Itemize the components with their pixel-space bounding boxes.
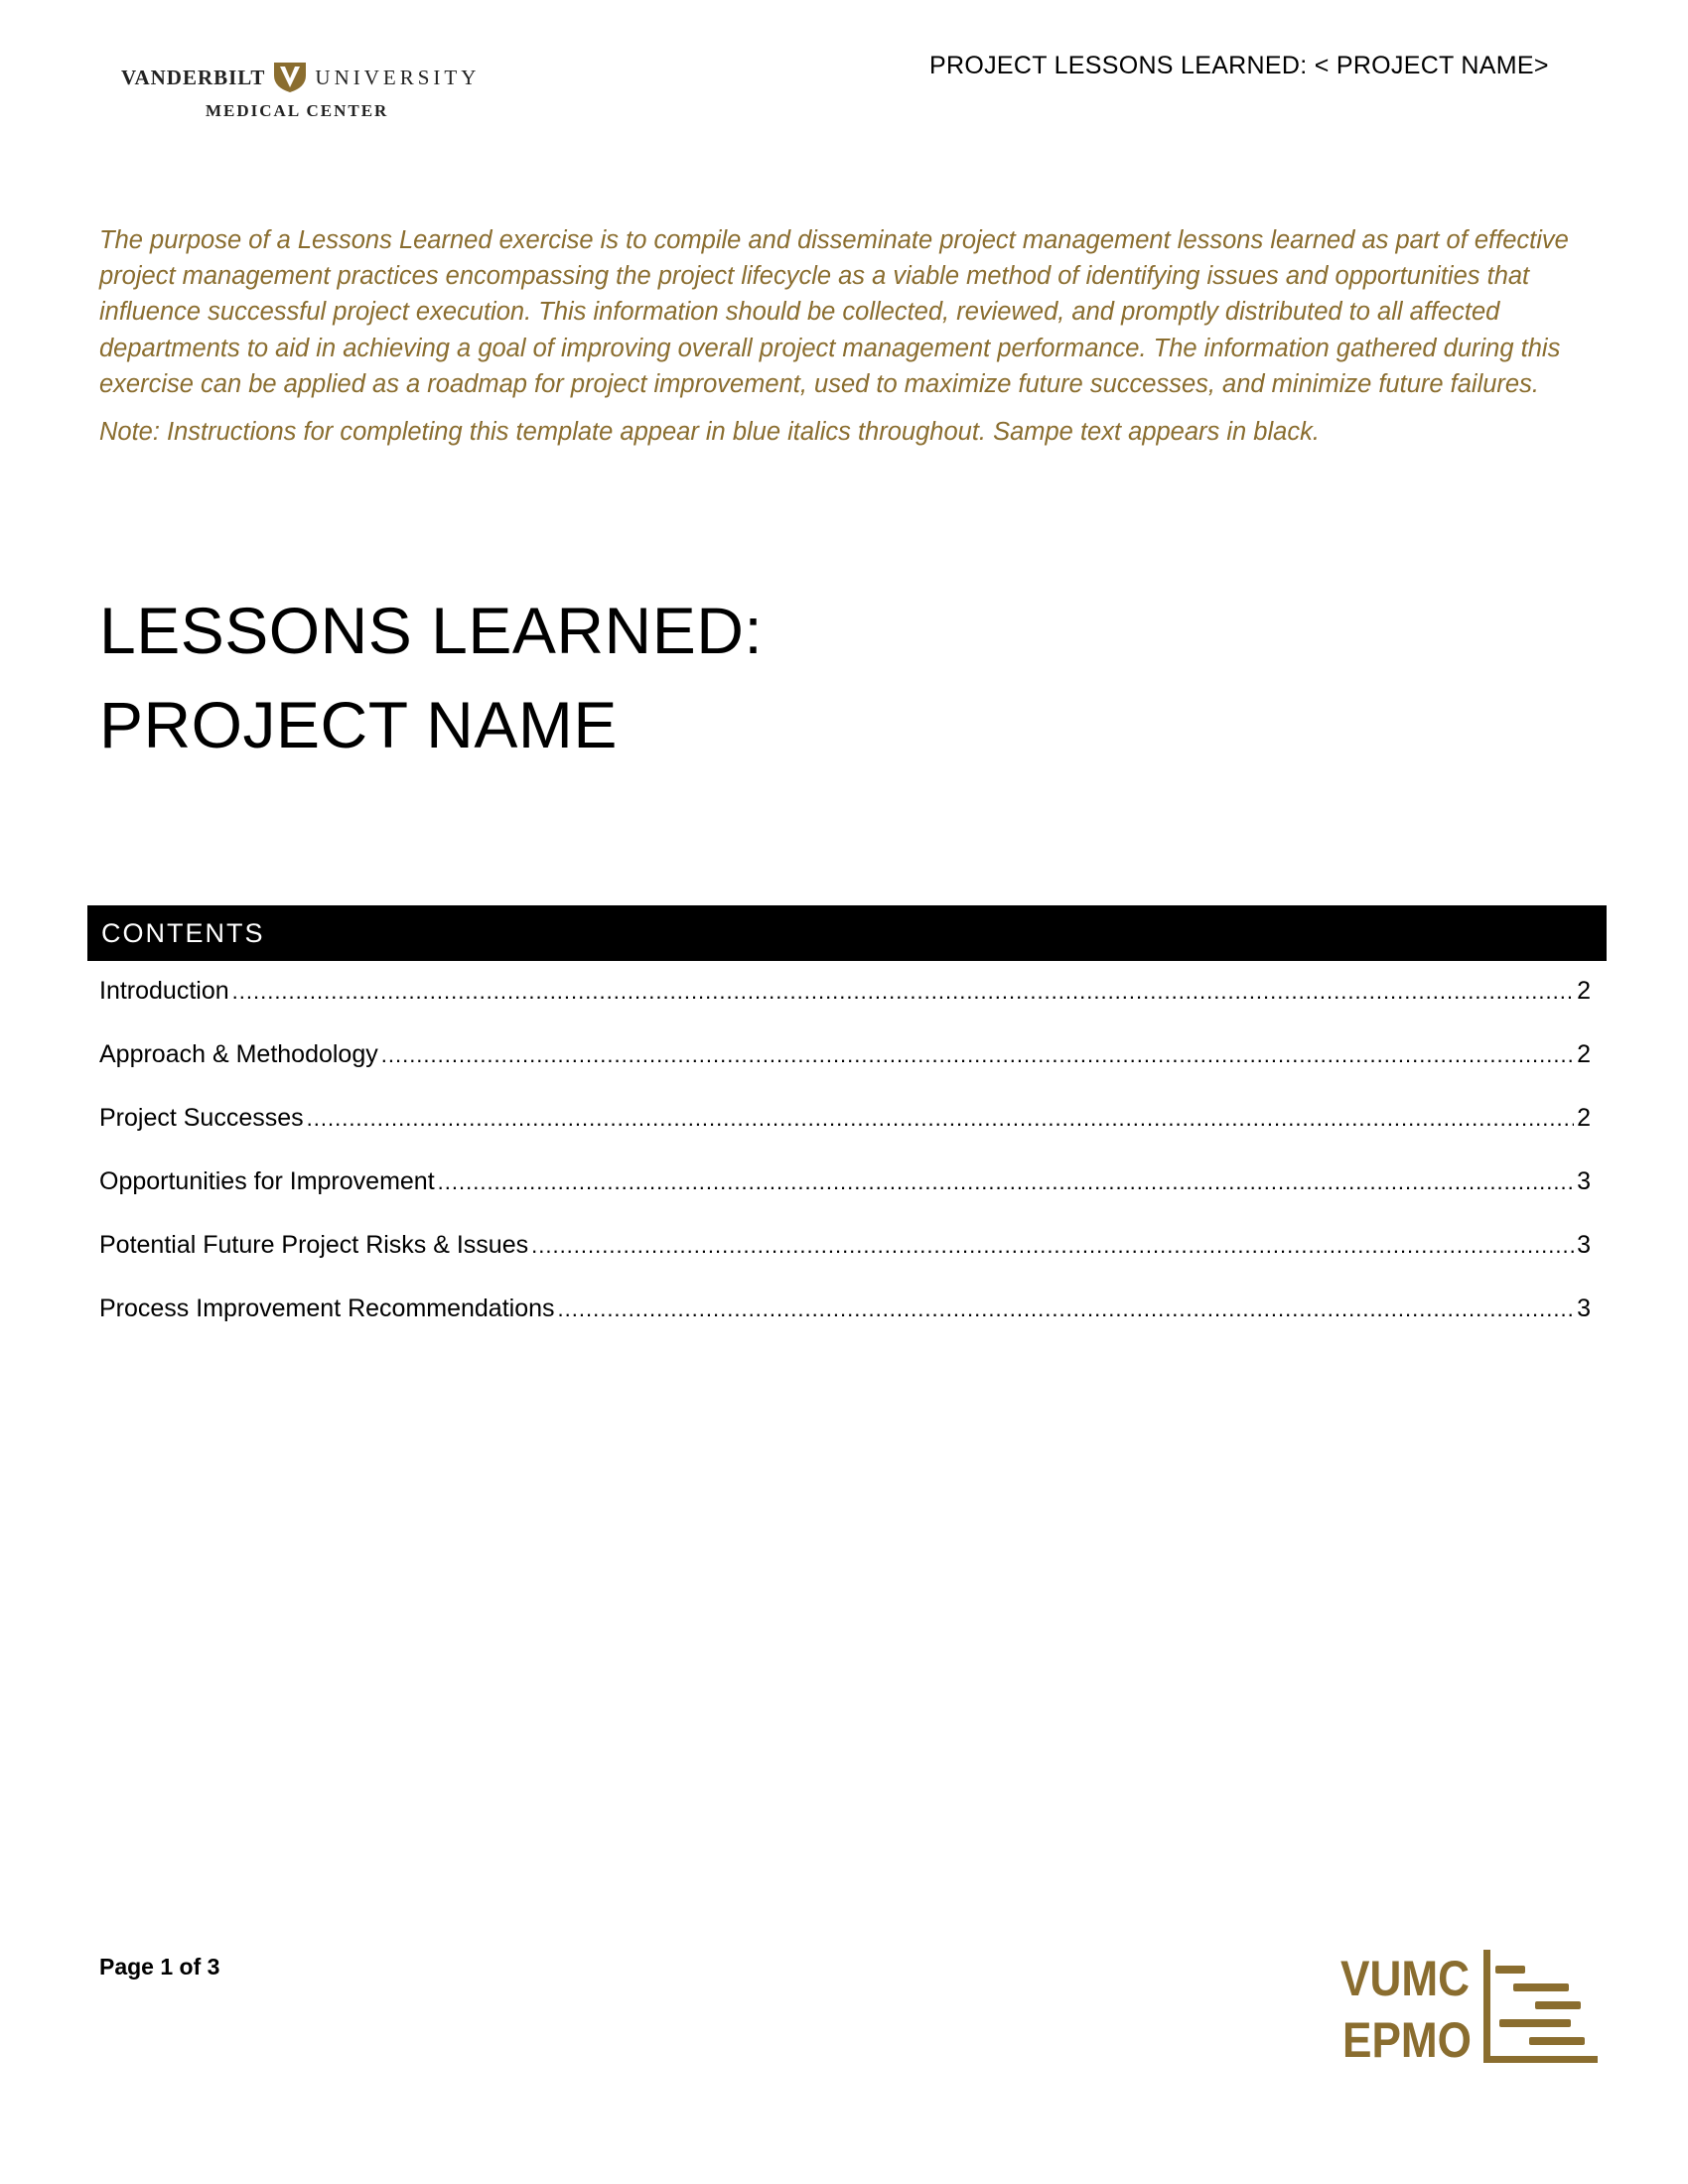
gantt-bars-icon (1483, 1950, 1598, 2063)
running-header-title: PROJECT LESSONS LEARNED: < PROJECT NAME> (929, 52, 1549, 79)
toc-entry-label[interactable]: Approach & Methodology (99, 1040, 378, 1068)
document-title-line1: LESSONS LEARNED: (99, 594, 764, 667)
toc-entry-page[interactable]: 3 (1577, 1231, 1591, 1259)
vanderbilt-logo (121, 56, 479, 125)
toc-leader-dots (232, 971, 1574, 1012)
vumc-epmo-logo (1340, 1946, 1601, 2070)
logo-line-epmo: EPMO (1342, 2012, 1472, 2068)
toc-entry[interactable] (99, 1034, 1591, 1098)
toc-entry[interactable] (99, 1161, 1591, 1225)
toc-leader-dots (438, 1161, 1574, 1202)
toc-entry-page[interactable]: 3 (1577, 1295, 1591, 1322)
contents-heading-bar (87, 905, 1607, 961)
intro-instructions (99, 222, 1589, 450)
document-title (99, 584, 763, 772)
logo-subline: MEDICAL CENTER (206, 101, 389, 120)
toc-leader-dots (307, 1098, 1574, 1139)
toc-entry-label[interactable]: Potential Future Project Risks & Issues (99, 1231, 529, 1259)
toc-entry-label[interactable]: Opportunities for Improvement (99, 1167, 435, 1195)
toc-entry[interactable] (99, 1289, 1591, 1352)
toc-entry-page[interactable]: 2 (1577, 977, 1591, 1005)
intro-paragraph: The purpose of a Lessons Learned exercise is to compile and disseminate project management lessons learned as part of effective project management practices encompassing the project lifecycle as a viable method of identifying issues and opportunities that influence successful project execution. This information should be collected, reviewed, and promptly distributed to all affected departments to aid in achieving a goal of improving overall project management performance. The information gathered during this exercise can be applied as a roadmap for project improvement, used to maximize future successes, and minimize future failures. (99, 226, 1569, 398)
toc-entry-page[interactable]: 2 (1577, 1104, 1591, 1132)
toc-entry[interactable] (99, 971, 1591, 1034)
page-number: Page 1 of 3 (99, 1954, 220, 1979)
table-of-contents (99, 971, 1591, 1352)
toc-entry-page[interactable]: 2 (1577, 1040, 1591, 1068)
toc-entry-label[interactable]: Process Improvement Recommendations (99, 1295, 555, 1322)
toc-leader-dots (531, 1225, 1574, 1266)
toc-entry-label[interactable]: Project Successes (99, 1104, 304, 1132)
toc-entry-page[interactable]: 3 (1577, 1167, 1591, 1195)
intro-note: Note: Instructions for completing this template appear in blue italics throughout. Sampe text appears in black. (99, 418, 1320, 447)
logo-line-vumc: VUMC (1340, 1951, 1470, 2006)
toc-leader-dots (558, 1289, 1575, 1329)
toc-entry-label[interactable]: Introduction (99, 977, 229, 1005)
shield-icon (273, 62, 307, 93)
toc-leader-dots (381, 1034, 1574, 1075)
logo-word-university: UNIVERSITY (315, 65, 481, 89)
toc-entry[interactable] (99, 1225, 1591, 1289)
logo-word-vanderbilt: VANDERBILT (121, 65, 266, 89)
logo-wordmark (121, 62, 480, 93)
document-title-line2: PROJECT NAME (99, 688, 618, 761)
contents-heading: CONTENTS (101, 918, 265, 948)
toc-entry[interactable] (99, 1098, 1591, 1161)
